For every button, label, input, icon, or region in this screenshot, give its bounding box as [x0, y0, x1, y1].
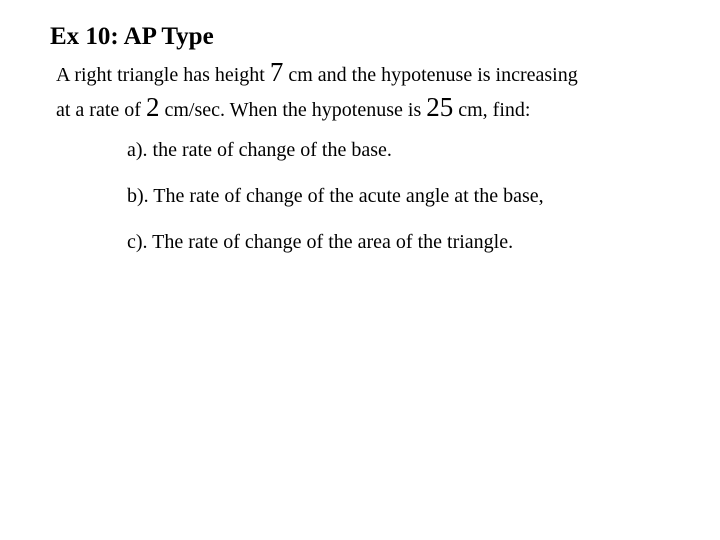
problem-line-1 [56, 56, 706, 91]
slide-title: Ex 10: AP Type [50, 23, 214, 50]
question-part-c: c). The rate of change of the area of the triangle. [127, 231, 514, 253]
question-parts [127, 134, 707, 272]
problem-text: A right triangle has height [56, 64, 270, 86]
problem-text: cm and the hypotenuse is increasing [283, 64, 578, 86]
problem-text: at a rate of [56, 99, 146, 121]
question-part-a: a). the rate of change of the base. [127, 139, 392, 161]
problem-text: cm, find: [453, 99, 531, 121]
height-value: 7 [269, 57, 284, 87]
question-part-b: b). The rate of change of the acute angle at the base, [127, 185, 544, 207]
hypotenuse-value: 25 [426, 92, 454, 122]
problem-statement [56, 56, 706, 126]
problem-text: cm/sec. When the hypotenuse is [159, 99, 427, 121]
problem-line-2 [56, 91, 706, 126]
rate-value: 2 [145, 92, 160, 122]
